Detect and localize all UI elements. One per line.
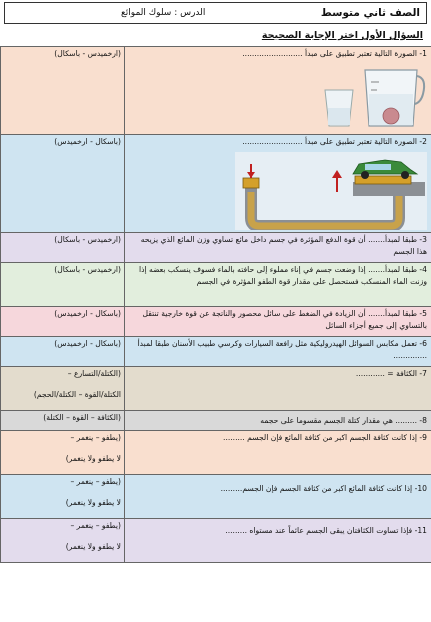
grade-label: الصف ثاني متوسط	[320, 7, 420, 19]
question-text: 6- تعمل مكابس السوائل الهيدروليكية مثل رافعة السيارات وكرسي طبيب الأسنان طبقا لمبدأ ..............	[125, 337, 431, 367]
question-text: 2- الصورة التالية تعتبر تطبيق على مبدأ .........................	[242, 137, 427, 146]
question-text: 10- إذا كانت كثافة المائع اكبر من كثافة الجسم فإن الجسم.........	[125, 475, 431, 519]
question-text: 9- إذا كانت كثافة الجسم اكبر من كثافة المائع فإن الجسم .........	[125, 431, 431, 475]
question-row-2	[1, 135, 431, 233]
choices-text: (يطفو – ينغمر –	[70, 433, 121, 442]
choices-text: (ارخميدس - باسكال)	[54, 265, 121, 274]
question-row-5	[1, 307, 431, 337]
choices-text: (باسكال - ارخميدس)	[54, 137, 121, 146]
choices-text: (الكتلة/التسارع –	[67, 369, 121, 378]
question-title: السؤال الأول اختر الإجابة الصحيحة	[261, 30, 423, 41]
choices-text: (ارخميدس - باسكال)	[54, 235, 121, 244]
question-row-7	[1, 367, 431, 411]
question-text: 1- الصورة التالية تعتبر تطبيق على مبدأ .........................	[242, 49, 427, 58]
archimedes-image	[319, 64, 427, 130]
hydraulic-lift-image	[235, 152, 427, 230]
question-text: 4- طبقا لمبدأ....... إذا وضعت جسم في إناء مملوء إلى حافته بالماء فسوف ينسكب بعضه إذا وزنت الماء المنسكب فستحصل على مقدار قوة الطفو المؤثرة في الجسم	[125, 263, 431, 307]
question-text: 7- الكثافة = ............	[125, 367, 431, 411]
question-row-8	[1, 411, 431, 431]
choices-text: (باسكال - ارخميدس)	[54, 339, 121, 348]
question-row-1	[1, 47, 431, 135]
page-header	[4, 2, 427, 24]
question-text: 8- ......... هي مقدار كتلة الجسم مقسوما على حجمه	[125, 411, 431, 431]
lesson-label: الدرس : سلوك الموائع	[121, 8, 206, 18]
question-row-10	[1, 475, 431, 519]
choices-text: (ارخميدس - باسكال)	[54, 49, 121, 58]
choices-text: الكتلة/القوة – الكتلة/الحجم)	[33, 389, 121, 399]
choices-text: (باسكال - ارخميدس)	[54, 309, 121, 318]
question-row-9	[1, 431, 431, 475]
choices-text: (يطفو – ينغمر –	[70, 521, 121, 530]
question-row-6	[1, 337, 431, 367]
question-row-11	[1, 519, 431, 563]
choices-text: (يطفو – ينغمر –	[70, 477, 121, 486]
choices-text: لا يطفو ولا ينغمر)	[65, 453, 121, 463]
choices-text: لا يطفو ولا ينغمر)	[65, 541, 121, 551]
question-text: 5- طبقا لمبدأ....... أن الزيادة في الضغط على سائل محصور والناتجة عن قوة خارجية تنتقل بالتساوي إلى جميع أجزاء السائل	[125, 307, 431, 337]
question-text: 11- فإذا تساوت الكثافتان يبقى الجسم عائماً عند مستواه .........	[125, 519, 431, 563]
questions-table	[0, 46, 431, 563]
question-row-3	[1, 233, 431, 263]
choices-text: (الكثافة – القوة – الكتلة)	[43, 413, 121, 422]
question-text: 3- طبقا لمبدأ....... أن قوة الدفع المؤثرة في جسم داخل مائع تساوي وزن المائع الذي يزيحه هذا الجسم	[125, 233, 431, 263]
choices-text: لا يطفو ولا ينغمر)	[65, 497, 121, 507]
question-row-4	[1, 263, 431, 307]
